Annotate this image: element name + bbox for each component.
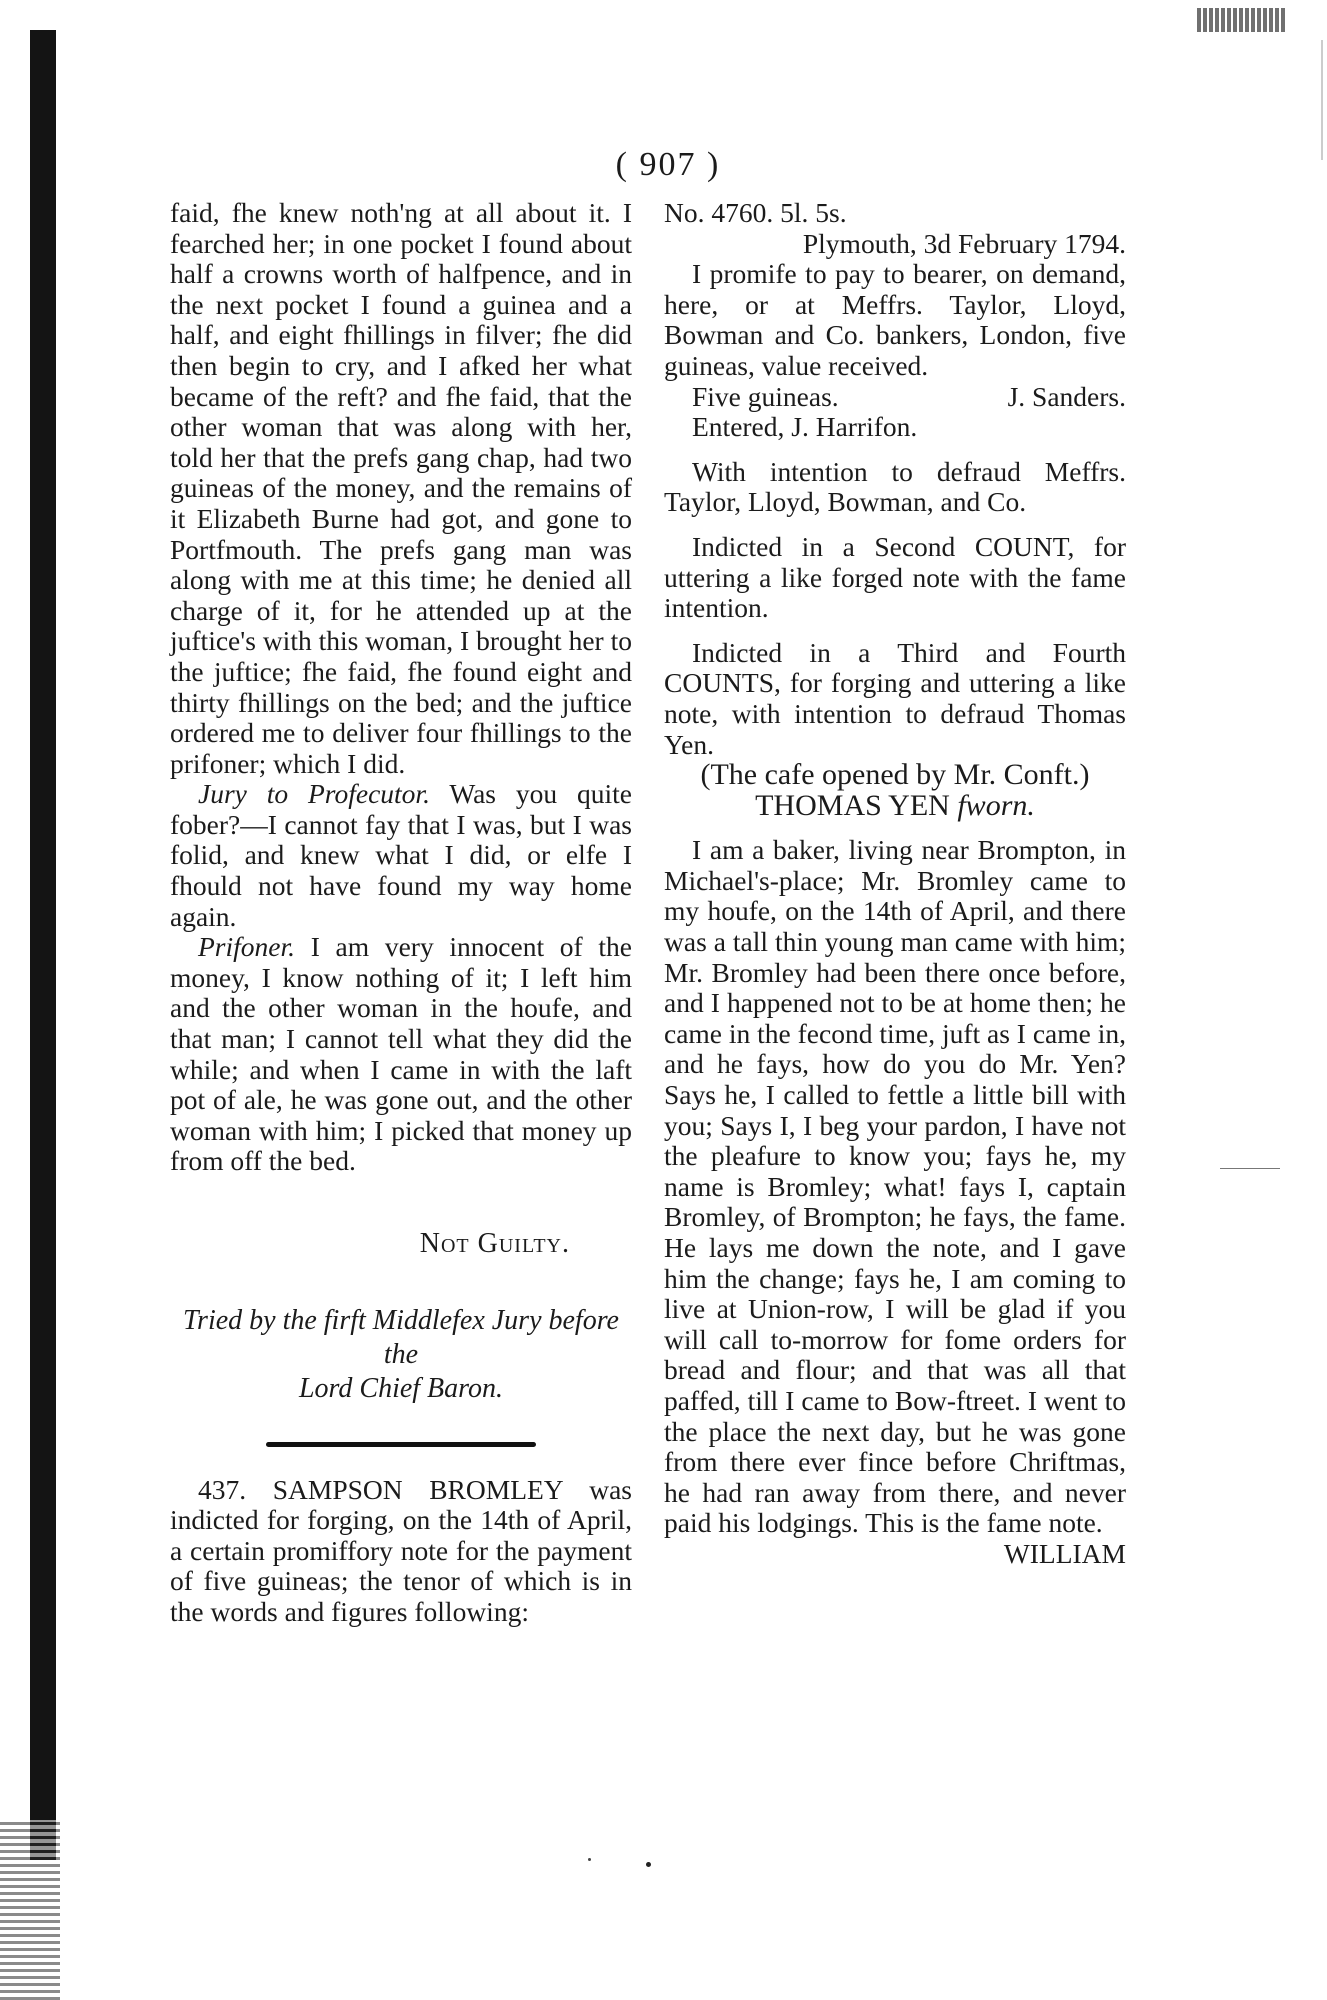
scan-edge-line bbox=[1321, 40, 1323, 160]
witness-sworn: fworn. bbox=[957, 788, 1035, 822]
trial-note-line: Tried by the firft Middlefex Jury before the bbox=[183, 1304, 619, 1370]
ink-speck bbox=[588, 1858, 591, 1861]
note-number: No. 4760. 5l. 5s. bbox=[664, 197, 847, 228]
library-stamp bbox=[1197, 8, 1287, 32]
left-column bbox=[170, 198, 632, 1628]
case-text: SAMPSON BROMLEY was indicted for forging, on the 14th of April, a certain promiffory note for the payment of five guineas; the tenor of which is in the words and figures following: bbox=[170, 1473, 632, 1627]
note-signature-line bbox=[664, 382, 1126, 413]
speaker-label: Prifoner. bbox=[198, 931, 296, 963]
margin-rule bbox=[1220, 1168, 1280, 1169]
prisoner-statement-paragraph bbox=[170, 932, 632, 1177]
note-amount: Five guineas. bbox=[692, 380, 839, 412]
verdict: Not Guilty. bbox=[419, 1228, 570, 1259]
intent-paragraph: With intention to defraud Meffrs. Taylor, Lloyd, Bowman, and Co. bbox=[664, 455, 1126, 518]
case-number: 437. bbox=[198, 1473, 247, 1505]
binding-edge bbox=[30, 30, 56, 1860]
note-signer: J. Sanders. bbox=[1007, 380, 1126, 412]
witness-name: THOMAS YEN bbox=[755, 788, 950, 822]
witness-testimony: I am a baker, living near Brompton, in Michael's-place; Mr. Bromley came to my houfe, on the 14th of April, and there was a tall thin young man came with him; Mr. Bromley had been there once before, and I happened not to be at home then; he came in the fecond time, juft as I came in, and he fays, how do you do Mr. Yen? Says he, I called to fettle a little bill with you; Says I, I beg your pardon, I have not the pleafure to know you; fays he, my name is Bromley; what! fays I, captain Bromley, of Brompton; he fays, the fame. He lays me down the note, and I gave him the change; fays he, I am coming to live at Union-row, I will be glad if you will call to-morrow for fome orders for bread and flour; and that was all that paffed, till I came to Bow-ftreet. I went to the place the next day, but he was gone from there ever fince before Chriftmas, he had ran away from there, and never paid his lodgings. This is the fame note. bbox=[664, 834, 1126, 1539]
scan-artifact bbox=[0, 1820, 60, 2000]
case-opened-note: (The cafe opened by Mr. Conft.) bbox=[700, 758, 1090, 792]
testimony-paragraph: faid, fhe knew noth'ng at all about it. I fearched her; in one pocket I found about half a crowns worth of halfpence, and in the next pocket I found a guinea and a half, and eight fhillings in filver; fhe did then begin to cry, and I afked her what became of the reft? and fhe faid, that the other woman that was along with her, told her that the prefs gang chap, had two guineas of the money, and the remains of it Elizabeth Burne had got, and gone to Portfmouth. The prefs gang man was along with me at this time; he denied all charge of it, for he attended up at the juftice's with this woman, I brought her to the juftice; fhe faid, fhe found eight and thirty fhillings on the bed; and the juftice ordered me to deliver four fhillings to the prifoner; which I did. bbox=[170, 197, 632, 779]
second-count-paragraph: Indicted in a Second COUNT, for uttering a like forged note with the fame intention. bbox=[664, 530, 1126, 624]
right-column bbox=[664, 198, 1126, 1570]
jury-question-paragraph bbox=[170, 779, 632, 932]
note-body: I promife to pay to bearer, on demand, here, or at Meffrs. Taylor, Lloyd, Bowman and Co. bankers, London, five guineas, value received. bbox=[664, 258, 1126, 381]
paragraph-text: Was you quite fober?—I cannot fay that I was, but I was folid, and knew what I did, or elfe I fhould not have found my way home again. bbox=[170, 778, 632, 932]
page-number: ( 907 ) bbox=[615, 146, 721, 183]
section-divider bbox=[266, 1442, 536, 1447]
note-entered: Entered, J. Harrifon. bbox=[692, 411, 918, 443]
third-fourth-count-paragraph: Indicted in a Third and Fourth COUNTS, for forging and uttering a like note, with intention to defraud Thomas Yen. bbox=[664, 636, 1126, 760]
note-date: Plymouth, 3d February 1794. bbox=[802, 227, 1126, 259]
paragraph-text: I am very innocent of the money, I know nothing of it; I left him and the other woman in the houfe, and that man; I cannot tell what they did the while; and when I came in with the laft pot of ale, he was gone out, and the other woman with him; I picked that money up from off the bed. bbox=[170, 931, 632, 1177]
trial-note bbox=[170, 1304, 632, 1406]
witness-heading bbox=[664, 788, 1126, 822]
ink-speck bbox=[646, 1862, 651, 1867]
trial-note-line: Lord Chief Baron. bbox=[298, 1372, 504, 1404]
speaker-label: Jury to Profecutor. bbox=[198, 778, 430, 810]
catchword: WILLIAM bbox=[1003, 1537, 1126, 1569]
case-paragraph bbox=[170, 1475, 632, 1628]
